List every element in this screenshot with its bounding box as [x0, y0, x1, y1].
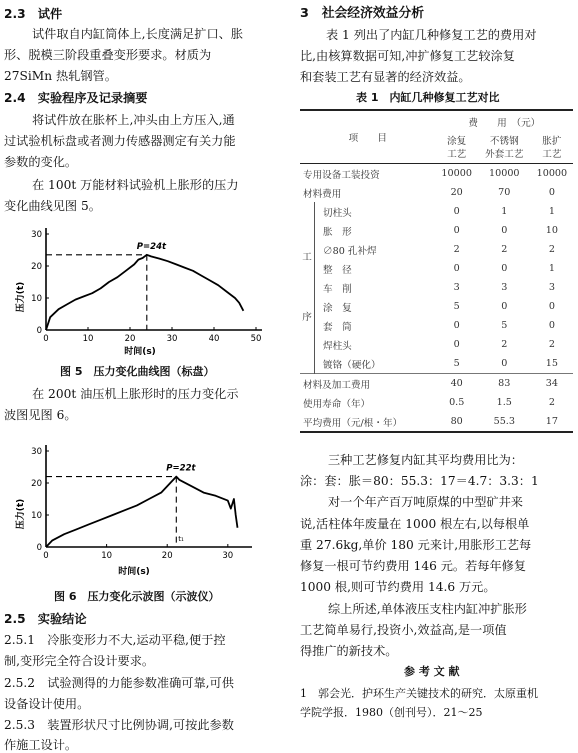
- para-line: 说,活柱体年废量在 1000 根左右,以每根单: [300, 517, 530, 531]
- row-value: 10000: [536, 168, 568, 179]
- cost-ratio-line: 涂：套：胀＝80：55.3：17＝4.7：3.3：1: [300, 474, 539, 488]
- x-axis-label: 时间(s): [124, 347, 156, 357]
- para-line: 制,变形完全符合设计要求。: [4, 654, 155, 668]
- row-value: 17: [545, 416, 558, 427]
- x-tick-label: 30: [166, 334, 178, 344]
- row-value: 0: [548, 187, 555, 198]
- x-tick-label: 0: [43, 551, 49, 561]
- row-value: 0.5: [449, 397, 465, 408]
- row-value: 34: [545, 378, 558, 389]
- row-label: 镀铬（硬化）: [323, 359, 381, 371]
- pressure-curve: [46, 255, 243, 330]
- row-value: 1: [548, 206, 555, 217]
- y-tick-label: 30: [31, 230, 42, 240]
- para-line: 比,由核算数据可知,冲扩修复工艺较涂复: [300, 49, 515, 63]
- row-value: 3: [453, 282, 460, 293]
- row-value: 5: [501, 320, 508, 331]
- para-line: 在 200t 油压机上胀形时的压力变化示: [32, 387, 239, 401]
- section-3-heading: 3 社会经济效益分析: [300, 6, 425, 21]
- x-tick-label: 20: [161, 551, 173, 561]
- row-value: 0: [501, 301, 508, 312]
- section-2-3-heading: 2.3 试件: [4, 7, 63, 21]
- table-row: [300, 335, 573, 354]
- row-value: 0: [501, 263, 508, 274]
- row-value: 83: [498, 378, 511, 389]
- row-value: 15: [545, 358, 558, 369]
- table-row: [300, 354, 573, 374]
- header-stainless-sleeve: 不锈钢 外套工艺: [478, 133, 531, 164]
- row-value: 70: [498, 187, 511, 198]
- para-line: 修复一根可节约费用 146 元。若每年修复: [300, 559, 527, 573]
- table-row: [300, 374, 573, 394]
- para-line: 作施工设计。: [4, 738, 78, 752]
- header-item: 项 目: [300, 110, 436, 164]
- table-row: [300, 221, 573, 240]
- row-value: 2: [501, 339, 508, 350]
- table-row: [300, 297, 573, 316]
- reference-1: 1 郭会光．护环生产关键技术的研究．太原重机: [300, 687, 538, 700]
- para-line: 综上所述,单体液压支柱内缸冲扩胀形: [328, 602, 527, 616]
- figure-5-chart: [12, 222, 262, 357]
- y-tick-label: 10: [31, 294, 42, 304]
- cost-comparison-table: [300, 109, 573, 433]
- reference-1-cont: 学院学报．1980（创刊号）．21～25: [300, 706, 483, 719]
- y-axis-label: 压力(t): [16, 281, 26, 313]
- row-value: 5: [453, 301, 460, 312]
- row-value: 10: [545, 225, 558, 236]
- para-line: 和套装工艺有显著的经济效益。: [300, 70, 471, 84]
- y-tick-label: 20: [31, 262, 42, 272]
- y-tick-label: 0: [36, 326, 42, 336]
- x-tick-label: 10: [82, 334, 94, 344]
- para-line: 得推广的新技术。: [300, 644, 398, 658]
- row-value: 40: [450, 378, 463, 389]
- row-value: 0: [548, 301, 555, 312]
- row-value: 0: [453, 263, 460, 274]
- row-value: 0: [453, 225, 460, 236]
- row-value: 10000: [489, 168, 520, 179]
- table-row: [300, 259, 573, 278]
- table-row: [300, 240, 573, 259]
- row-value: 55.3: [493, 416, 515, 427]
- y-axis-label: 压力(t): [16, 498, 26, 530]
- para-line: 参数的变化。: [4, 155, 78, 169]
- row-label: 焊柱头: [323, 340, 352, 352]
- row-value: 1.5: [496, 397, 512, 408]
- row-label: 胀 形: [323, 226, 352, 238]
- row-value: 0: [453, 339, 460, 350]
- row-label: 车 削: [323, 283, 352, 295]
- figure-5-caption: 图 5 压力变化曲线图（标盘）: [60, 365, 215, 378]
- para-line: 对一个年产百万吨原煤的中型矿井来: [328, 495, 523, 509]
- para-line: 27SiMn 热轧钢管。: [4, 69, 117, 83]
- figure-6-chart: [12, 444, 262, 579]
- x-tick-label: 0: [43, 334, 49, 344]
- para-line: 变化曲线见图 5。: [4, 199, 101, 213]
- y-tick-label: 0: [36, 543, 42, 553]
- table-row: [300, 202, 573, 221]
- para-line: 表 1 列出了内缸几种修复工艺的费用对: [326, 28, 537, 42]
- y-tick-label: 30: [31, 447, 42, 457]
- plot-area: [31, 228, 262, 344]
- row-value: 20: [450, 187, 463, 198]
- para-line: 2.5.3 装置形状尺寸比例协调,可按此参数: [4, 718, 234, 732]
- row-value: 3: [548, 282, 555, 293]
- row-value: 0: [453, 206, 460, 217]
- row-value: 0: [501, 358, 508, 369]
- peak-annotation: P=22t: [166, 463, 196, 474]
- row-label: 切柱头: [323, 207, 352, 219]
- y-tick-label: 20: [31, 479, 42, 489]
- plot-area: [31, 445, 252, 561]
- row-label: ∅80 孔补焊: [323, 245, 377, 257]
- x-axis-label: 时间(s): [118, 567, 150, 577]
- table-row: [300, 278, 573, 297]
- peak-annotation: P=24t: [136, 241, 167, 252]
- table-row: [300, 393, 573, 412]
- figure-6-caption: 图 6 压力变化示波图（示波仪）: [54, 590, 220, 603]
- para-line: 波图见图 6。: [4, 408, 77, 422]
- row-value: 5: [453, 358, 460, 369]
- header-coating: 涂复 工艺: [436, 133, 478, 164]
- para-line: 过试验机标盘或者测力传感器测定有关力能: [4, 134, 236, 148]
- row-value: 2: [501, 244, 508, 255]
- row-value: 2: [548, 397, 555, 408]
- row-value: 0: [453, 320, 460, 331]
- row-value: 2: [548, 339, 555, 350]
- table-row: [300, 164, 573, 184]
- row-value: 2: [453, 244, 460, 255]
- section-2-5-heading: 2.5 实验结论: [4, 612, 87, 626]
- section-2-4-heading: 2.4 实验程序及记录摘要: [4, 91, 148, 105]
- row-label: 平均费用（元/根・年）: [303, 417, 403, 429]
- row-value: 3: [501, 282, 508, 293]
- para-line: 1000 根,则可节约费用 14.6 万元。: [300, 580, 496, 594]
- x-tick-label: 10: [101, 551, 113, 561]
- row-value: 2: [548, 244, 555, 255]
- x-tick-label: 50: [250, 334, 262, 344]
- row-value: 80: [450, 416, 463, 427]
- t1-label: t₁: [178, 535, 184, 543]
- para-line: 在 100t 万能材料试验机上胀形的压力: [32, 178, 239, 192]
- table-row: [300, 412, 573, 432]
- x-tick-label: 20: [124, 334, 136, 344]
- row-label: 整 径: [323, 264, 352, 276]
- row-value: 1: [548, 263, 555, 274]
- row-value: 0: [501, 225, 508, 236]
- row-label: 材料及加工费用: [303, 379, 371, 391]
- header-expansion: 胀扩 工艺: [531, 133, 573, 164]
- para-line: 2.5.1 冷胀变形力不大,运动平稳,便于控: [4, 633, 226, 647]
- row-label: 使用寿命（年）: [303, 398, 371, 410]
- y-tick-label: 10: [31, 511, 42, 521]
- row-label: 涂 复: [323, 302, 352, 314]
- table-row: [300, 316, 573, 335]
- para-line: 2.5.2 试验测得的力能参数准确可靠,可供: [4, 676, 234, 690]
- para-line: 工艺简单易行,投资小,效益高,是一项值: [300, 623, 507, 637]
- row-value: 0: [548, 320, 555, 331]
- para-line: 形、脱模三阶段重叠变形要求。材质为: [4, 48, 212, 62]
- table-row: [300, 183, 573, 202]
- para-line: 将试件放在胀杯上,冲头由上方压入,通: [32, 113, 235, 127]
- para-line: 设备设计使用。: [4, 697, 90, 711]
- x-tick-label: 30: [222, 551, 234, 561]
- pressure-curve: [46, 477, 238, 547]
- row-value: 1: [501, 206, 508, 217]
- row-label: 专用设备工装投资: [303, 169, 380, 181]
- header-cost: 费 用 （元）: [468, 118, 541, 129]
- row-label: 套 筒: [323, 321, 352, 333]
- row-value: 10000: [441, 168, 472, 179]
- process-label-2: 序: [302, 311, 312, 323]
- process-label-1: 工: [302, 251, 312, 263]
- table-1-title: 表 1 内缸几种修复工艺对比: [356, 91, 500, 104]
- para-line: 试件取自内缸筒体上,长度满足扩口、胀: [32, 27, 244, 41]
- references-heading: 参 考 文 献: [404, 665, 460, 678]
- para-line: 三种工艺修复内缸其平均费用比为：: [328, 453, 523, 467]
- para-line: 重 27.6kg,单价 180 元来计,用胀形工艺每: [300, 538, 532, 552]
- x-tick-label: 40: [208, 334, 220, 344]
- row-label: 材料费用: [303, 188, 342, 200]
- process-group-label: [300, 202, 315, 374]
